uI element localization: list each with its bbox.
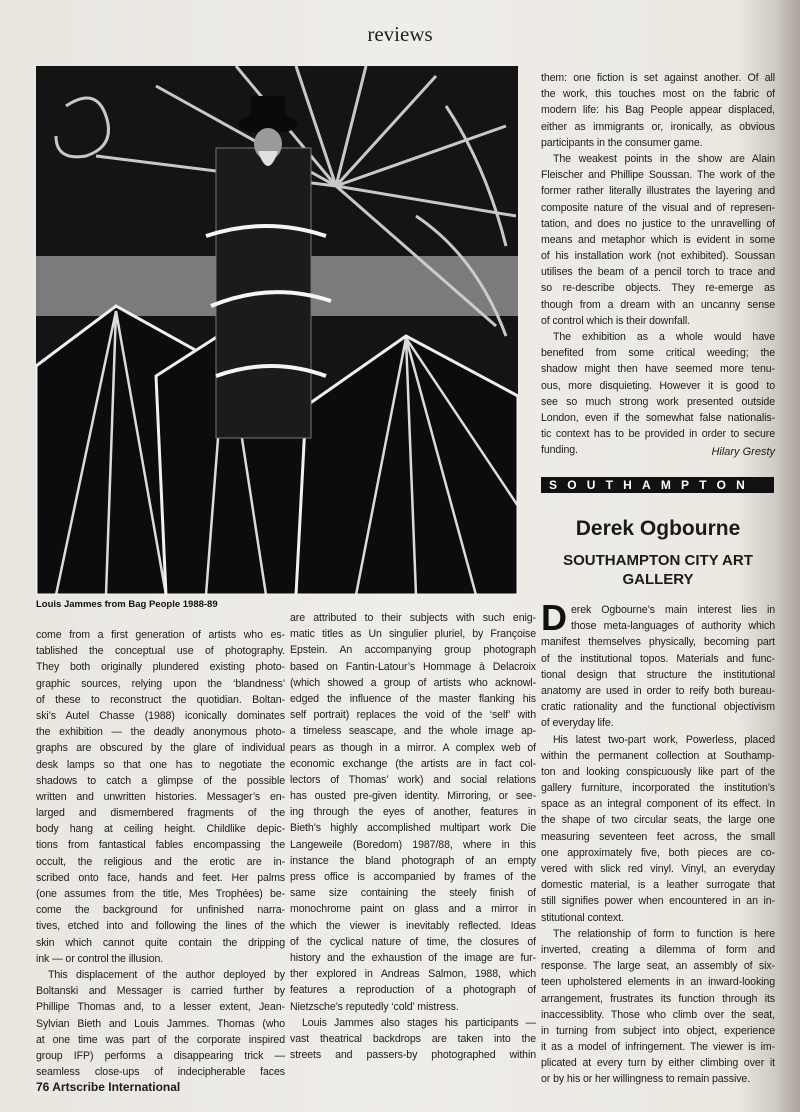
artwork-photo [36,66,518,595]
text-line: The weakest points in the show are Alain [553,152,775,165]
text-line: means and metaphor which is evident in some [541,233,775,246]
text-line: the exhibition — the deadly anonymous photo- [36,726,285,739]
text-line: occult, the religious and the erotic are in- [36,855,285,868]
text-line: Boltanski and Messager is carried further by [36,985,285,998]
bag-people-image [36,66,518,595]
text-line: tablished the conceptual use of photography. [36,645,285,658]
text-line: anatomy are used in order to reify both bureau- [541,684,775,697]
text-line: the shape of two circular seats, the large one [541,814,775,827]
text-line: of his installation work (not exhibited). Soussan [541,250,775,263]
text-line: come the background for unfinished narra- [36,904,285,917]
text-line: Nietzsche’s reputedly ‘cold’ mistress. [290,1000,459,1013]
text-line: The relationship of form to function is here [553,927,775,940]
text-line: based on Fantin-Latour’s Hommage à Delacroix [290,660,536,673]
text-line: monochrome paint on glass and a mirror in [290,903,536,916]
text-line: shadows to catch a glimpse of the possible [36,774,285,787]
text-line: graphs are obscured by the glare of individual [36,742,285,755]
text-line: desk lamps so that one has to negotiate the [36,758,285,771]
text-line: space as an integral component of its effect. In [541,798,775,811]
text-line: pears as though in a mirror. A complex web of [290,741,536,754]
text-line: teen upholstered elements in an inward-looking [541,976,775,989]
text-line: features a reproduction of a photograph of [290,984,536,997]
text-line: see so much strong work presented outside [541,395,775,408]
text-line: erek Ogbourne’s main interest lies in [571,604,775,616]
text-line: matic titles as Un singulier pluriel, by Françoise [290,628,536,641]
text-line: vast theatrical backdrops are taken into the [290,1032,536,1045]
text-line: Epstein. An accompanying group photograph [290,644,536,657]
text-line: (one assumes from the title, Mes Trophées) be- [36,888,285,900]
review-title: Derek Ogbourne [575,517,741,540]
text-line: so re-describe objects. They re-emerge as [541,282,775,295]
photo-caption: Louis Jammes from Bag People 1988-89 [36,599,218,610]
text-line: ink — or control the illusion. [36,952,164,965]
text-line: modern life: his Bag People appear displaced, [541,104,775,117]
text-line: inverted, creating a dilemma of form and [541,943,775,956]
text-line: benefited from some critical weeding; the [541,347,775,360]
text-line: edged the influence of the master flanking his [290,692,536,705]
text-line: shadow might then have seemed more tenu- [541,363,775,376]
text-line: graphic sources, relying upon the ‘blandness’ [36,677,285,690]
text-line: stitutional context. [541,911,624,924]
text-line: gallery furniture, incorporated the institution’s [541,782,775,795]
text-line: Phillipe Thomas and, to a lesser extent, Jean- [36,1001,285,1014]
text-line: has ousted pre-given identity. Mirroring, or see- [290,790,536,803]
text-line: Fleischer and Phillipe Soussan. The work of the [541,169,775,182]
text-line: or by his or her willingness to remain passive. [541,1073,751,1086]
text-line: The exhibition as a whole would have [553,331,775,343]
text-line: funding. [541,444,578,457]
text-line: are attributed to their subjects with such enig- [290,612,536,624]
text-line: ton and looking conspicuously like part of the [541,765,775,778]
text-line: ther explored in Andreas Salmon, 1988, which [290,968,536,981]
text-line: inaccessiblity. Those who climb over the seat, [541,1008,775,1021]
text-line: press office is accompanied by frames of the [290,871,536,883]
text-line: composite nature of the visual and of represen- [541,201,775,214]
text-line: former rather literally illustrates the layering and [541,185,775,198]
text-line: those meta-languages of authority which [571,620,775,633]
text-line: them: one fiction is set against another. Of all [541,72,775,84]
text-line: same size containing the steely finish of [290,887,536,900]
text-line: self portrait) replaces the void of the ‘self’ with [290,709,536,722]
text-line: skin which cannot quite contain the dripping [36,936,285,949]
text-line: This displacement of the author deployed by [48,968,285,981]
article-column-left [36,627,285,1080]
text-line: the work, this touches most on the fabric of [541,88,775,101]
review-author-signature: Hilary Gresty [711,446,775,458]
text-line: measuring seventeen feet across, the small [541,830,775,843]
text-line: His latest two-part work, Powerless, placed [553,733,775,746]
article-column-right-bottom [541,597,775,1088]
text-line: plicated at every turn by either climbing over it [541,1057,775,1070]
text-line: tional design that structure the institutional [541,668,775,681]
text-line: of these to reconstruct the quotidian. Boltan- [36,693,285,706]
text-line: come from a first generation of artists who es- [36,629,285,641]
text-line: group IFP) performs a disappearing trick — [36,1049,285,1062]
text-line: seamless close-ups of indecipherable faces [36,1066,285,1079]
text-line: history and the exhaustion of the image are fur- [290,951,536,964]
text-line: vered with slick red vinyl. Vinyl, an everyday [541,863,775,875]
text-line: instance the bland photograph of an empty [290,854,536,867]
text-line: (which showed a group of artists who acknowl- [290,676,536,689]
location-banner: SOUTHAMPTON [541,477,774,493]
text-line: utilises the beam of a pencil torch to trace and [541,266,775,279]
text-line: which the viewer is inevitably reflected. Ideas [290,919,536,932]
text-line: manifest themselves physically, becoming part [541,636,775,649]
text-line: either as immigrants or, ironically, as obvious [541,120,775,133]
text-line: arrangement, frustrates its function through its [541,992,775,1005]
text-line: Louis Jammes also stages his participants — [302,1016,536,1029]
text-line: tives, etched into and following the lines of the [36,920,285,933]
text-line: participants in the consumer game. [541,136,703,149]
text-line: in turning from subject into object, experience [541,1024,775,1037]
text-line: a timeless seascape, and the whole image ap- [290,725,536,738]
text-line: of the institutional topos. Materials and func- [541,652,775,665]
article-column-middle [290,610,536,1063]
text-line: of control which is their downfall. [541,314,691,327]
drop-cap: D [541,597,567,638]
text-line: Sylvian Bieth and Louis Jammes. Thomas (who [36,1017,285,1030]
text-line: Bieth’s highly accomplished multipart work Die [290,822,536,835]
text-line: lectors of Thomas’ work) and social relations [290,773,536,786]
text-line: within the permanent collection at Southamp- [541,749,775,762]
text-line: London, even if the somewhat false nationalis- [541,411,775,424]
text-line: scribed onto face, hands and feet. Her palms [36,871,285,884]
text-line: streets and passers-by photographed within [290,1049,536,1062]
article-column-right-top [541,70,775,459]
text-line: written and unwritten histories. Messager’s en- [36,790,285,803]
review-venue: SOUTHAMPTON CITY ART GALLERY [563,552,753,588]
text-line: cratic rationality and the functional objectivism [541,701,775,714]
text-line: body hang at ceiling height. Childlike depic- [36,823,285,836]
text-line: still signifies power when encountered in an in- [541,895,775,908]
text-line: ous, more disquieting. However it is good to [541,379,775,392]
text-line: Langeweile (Boredom) 1987/88, where in this [290,838,536,851]
text-line: tic context has to be provided in order to secure [541,428,775,441]
text-line: They both originally plundered existing photo- [36,661,285,674]
text-line: of everyday life. [541,717,614,730]
text-line: though from a dream with an uncanny sense [541,298,775,311]
text-line: ski’s Autel Chasse (1988) iconically dominates [36,709,285,722]
section-header: reviews [367,22,433,46]
text-line: at one time was part of the corporate inspired [36,1033,285,1046]
text-line: it as a model of infringement. The viewer is im- [541,1041,775,1054]
text-line: tions from fantastical fables encompassing the [36,839,285,852]
text-line: tation, and does no justice to the unravelling of [541,217,775,230]
text-line: domestic material, is a leather surrogate that [541,879,775,892]
page-footer: 76 Artscribe International [36,1080,181,1094]
text-line: larged and dismembered fragments of the [36,807,285,820]
text-line: of the cyclical nature of time, the closures of [290,935,536,948]
text-line: economic exchange (the artists are in fact col- [290,757,536,770]
text-line: one approximately five, both pieces are co- [541,846,775,859]
text-line: ing through the eyes of another, features in [290,806,536,819]
text-line: response. The large seat, an assembly of six- [541,960,775,973]
